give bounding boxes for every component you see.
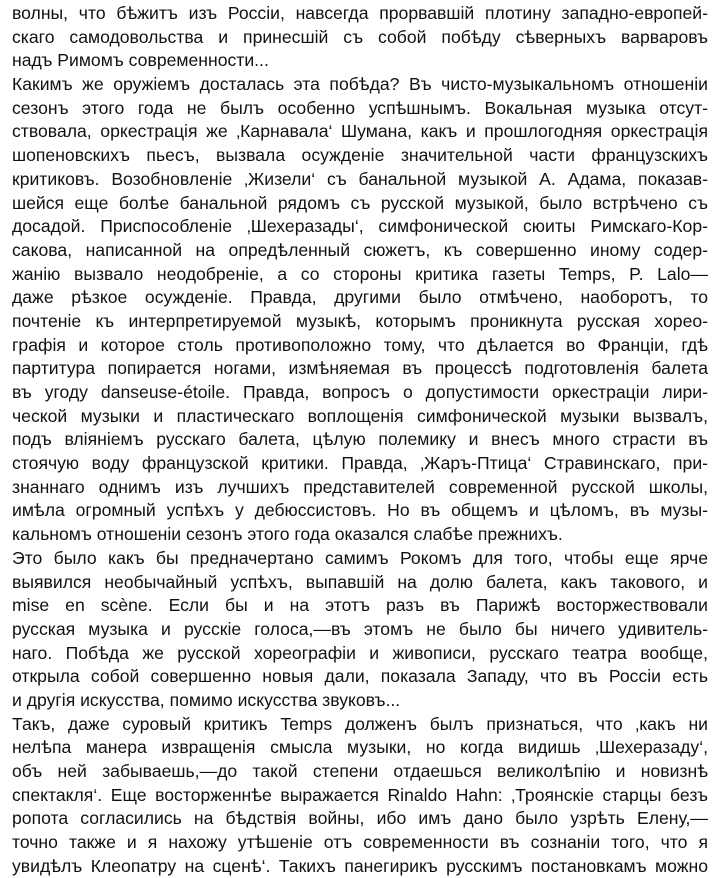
text-line: въ угоду danseuse-étoile. Правда, вопросъ о допустимости оркестраціи лири-	[12, 382, 708, 402]
text-line: ствовала, оркестрація же ‚Карнавала‘ Шумана, какъ и прошлогодняя оркестрація	[12, 121, 708, 142]
text-line: надъ Римомъ современности...	[12, 50, 269, 71]
text-line: спектакля‘. Еще восторженнѣе выражается Rinaldo Hahn: ‚Троянскіе старцы безъ	[12, 784, 708, 805]
text-line: кальномъ отношеніи сезонъ этого года оказался слабѣе прежнихъ.	[12, 524, 563, 545]
paragraph-3	[12, 547, 708, 713]
text-line: объ ней забываешь,—до такой степени отдаешься великолѣпію и новизнѣ	[12, 761, 708, 781]
text-line: увидѣлъ Клеопатру на сценѣ‘. Такихъ панегирикъ русскимъ постановкамъ можно	[12, 855, 708, 876]
paragraph-1	[12, 2, 708, 73]
text-line: Это было какъ бы предначертано самимъ Рокомъ для того, чтобы еще ярче	[12, 547, 708, 568]
text-line: ропота согласились на бѣдствія войны, ибо имъ дано было узрѣть Елену,—	[12, 808, 708, 829]
text-line: Какимъ же оружіемъ досталась эта побѣда? Въ чисто-музыкальномъ отношеніи	[12, 74, 708, 95]
text-line: подъ вліяніемъ русскаго балета, цѣлую полемику и внесъ много страсти въ	[12, 429, 708, 450]
text-line: даже рѣзкое осужденіе. Правда, другими было отмѣчено, наоборотъ, то	[12, 287, 708, 308]
text-line: имѣла огромный успѣхъ у дебюссистовъ. Но въ общемъ и цѣломъ, въ музы-	[12, 500, 708, 521]
document-page	[0, 2, 716, 876]
text-line: mise en scène. Если бы и на этотъ разъ въ Парижѣ восторжествовали	[12, 595, 708, 616]
text-line: стоячую воду французской критики. Правда, ‚Жаръ-Птица‘ Стравинскаго, при-	[12, 453, 708, 474]
text-line: точно также и я нахожу утѣшеніе отъ современности въ сознаніи того, что я	[12, 832, 708, 853]
paragraph-2	[12, 73, 708, 547]
text-line: шопеновскихъ пьесъ, вызвала осужденіе значительной части французскихъ	[12, 145, 708, 166]
text-line: сезонъ этого года не былъ особенно успѣшнымъ. Вокальная музыка отсут-	[12, 97, 708, 118]
text-line: шейся еще болѣе банальной рядомъ съ русской музыкой, было встрѣчено съ	[12, 192, 708, 213]
text-line: сакова, написанной на опредѣленный сюжетъ, къ совершенно иному содер-	[12, 239, 708, 260]
text-line: Такъ, даже суровый критикъ Temps долженъ былъ признаться, что ‚какъ ни	[12, 713, 708, 734]
text-line: русская музыка и русскіе голоса,—въ этомъ не было бы ничего удивитель-	[12, 618, 708, 639]
text-line: почтеніе къ интерпретируемой музыкѣ, которымъ проникнута русская хорео-	[12, 310, 708, 331]
text-line: ческой музыки и пластическаго воплощенія симфонической музыки вызвалъ,	[12, 405, 708, 426]
text-line: жанію вызвало неодобреніе, а со стороны критика газеты Temps, P. Lalo—	[12, 263, 708, 284]
paragraph-4	[12, 713, 708, 878]
text-line: выявился необычайный успѣхъ, выпавшій на долю балета, какъ такового, и	[12, 571, 708, 592]
text-line: партитура попирается ногами, измѣняемая въ процессѣ подготовленія балета	[12, 358, 708, 379]
text-line: графія и которое столь противоположно тому, что дѣлается во Франціи, гдѣ	[12, 334, 708, 355]
text-line: и другія искусства, помимо искусства звуковъ...	[12, 689, 401, 710]
text-line: волны, что бѣжитъ изъ Россіи, навсегда прорвавшій плотину западно-европей-	[12, 3, 708, 23]
text-line: критиковъ. Возобновленіе ‚Жизели‘ съ банальной музыкой А. Адама, показав-	[12, 168, 708, 189]
text-line: наго. Побѣда же русской хореографіи и живописи, русскаго театра вообще,	[12, 642, 708, 663]
text-line: досадой. Приспособленіе ‚Шехеразады‘, симфонической сюиты Римскаго-Кор-	[12, 216, 708, 237]
text-line: знаннаго однимъ изъ лучшихъ представителей современной русской школы,	[12, 476, 708, 497]
text-line: нелѣпа манера извращенія смысла музыки, но когда видишь ‚Шехеразаду‘,	[12, 737, 708, 758]
text-line: открыла собой совершенно новыя дали, показала Западу, что въ Россіи есть	[12, 666, 708, 687]
text-line: скаго самодовольства и принесшій съ собой побѣду сѣверныхъ варваровъ	[12, 26, 708, 47]
